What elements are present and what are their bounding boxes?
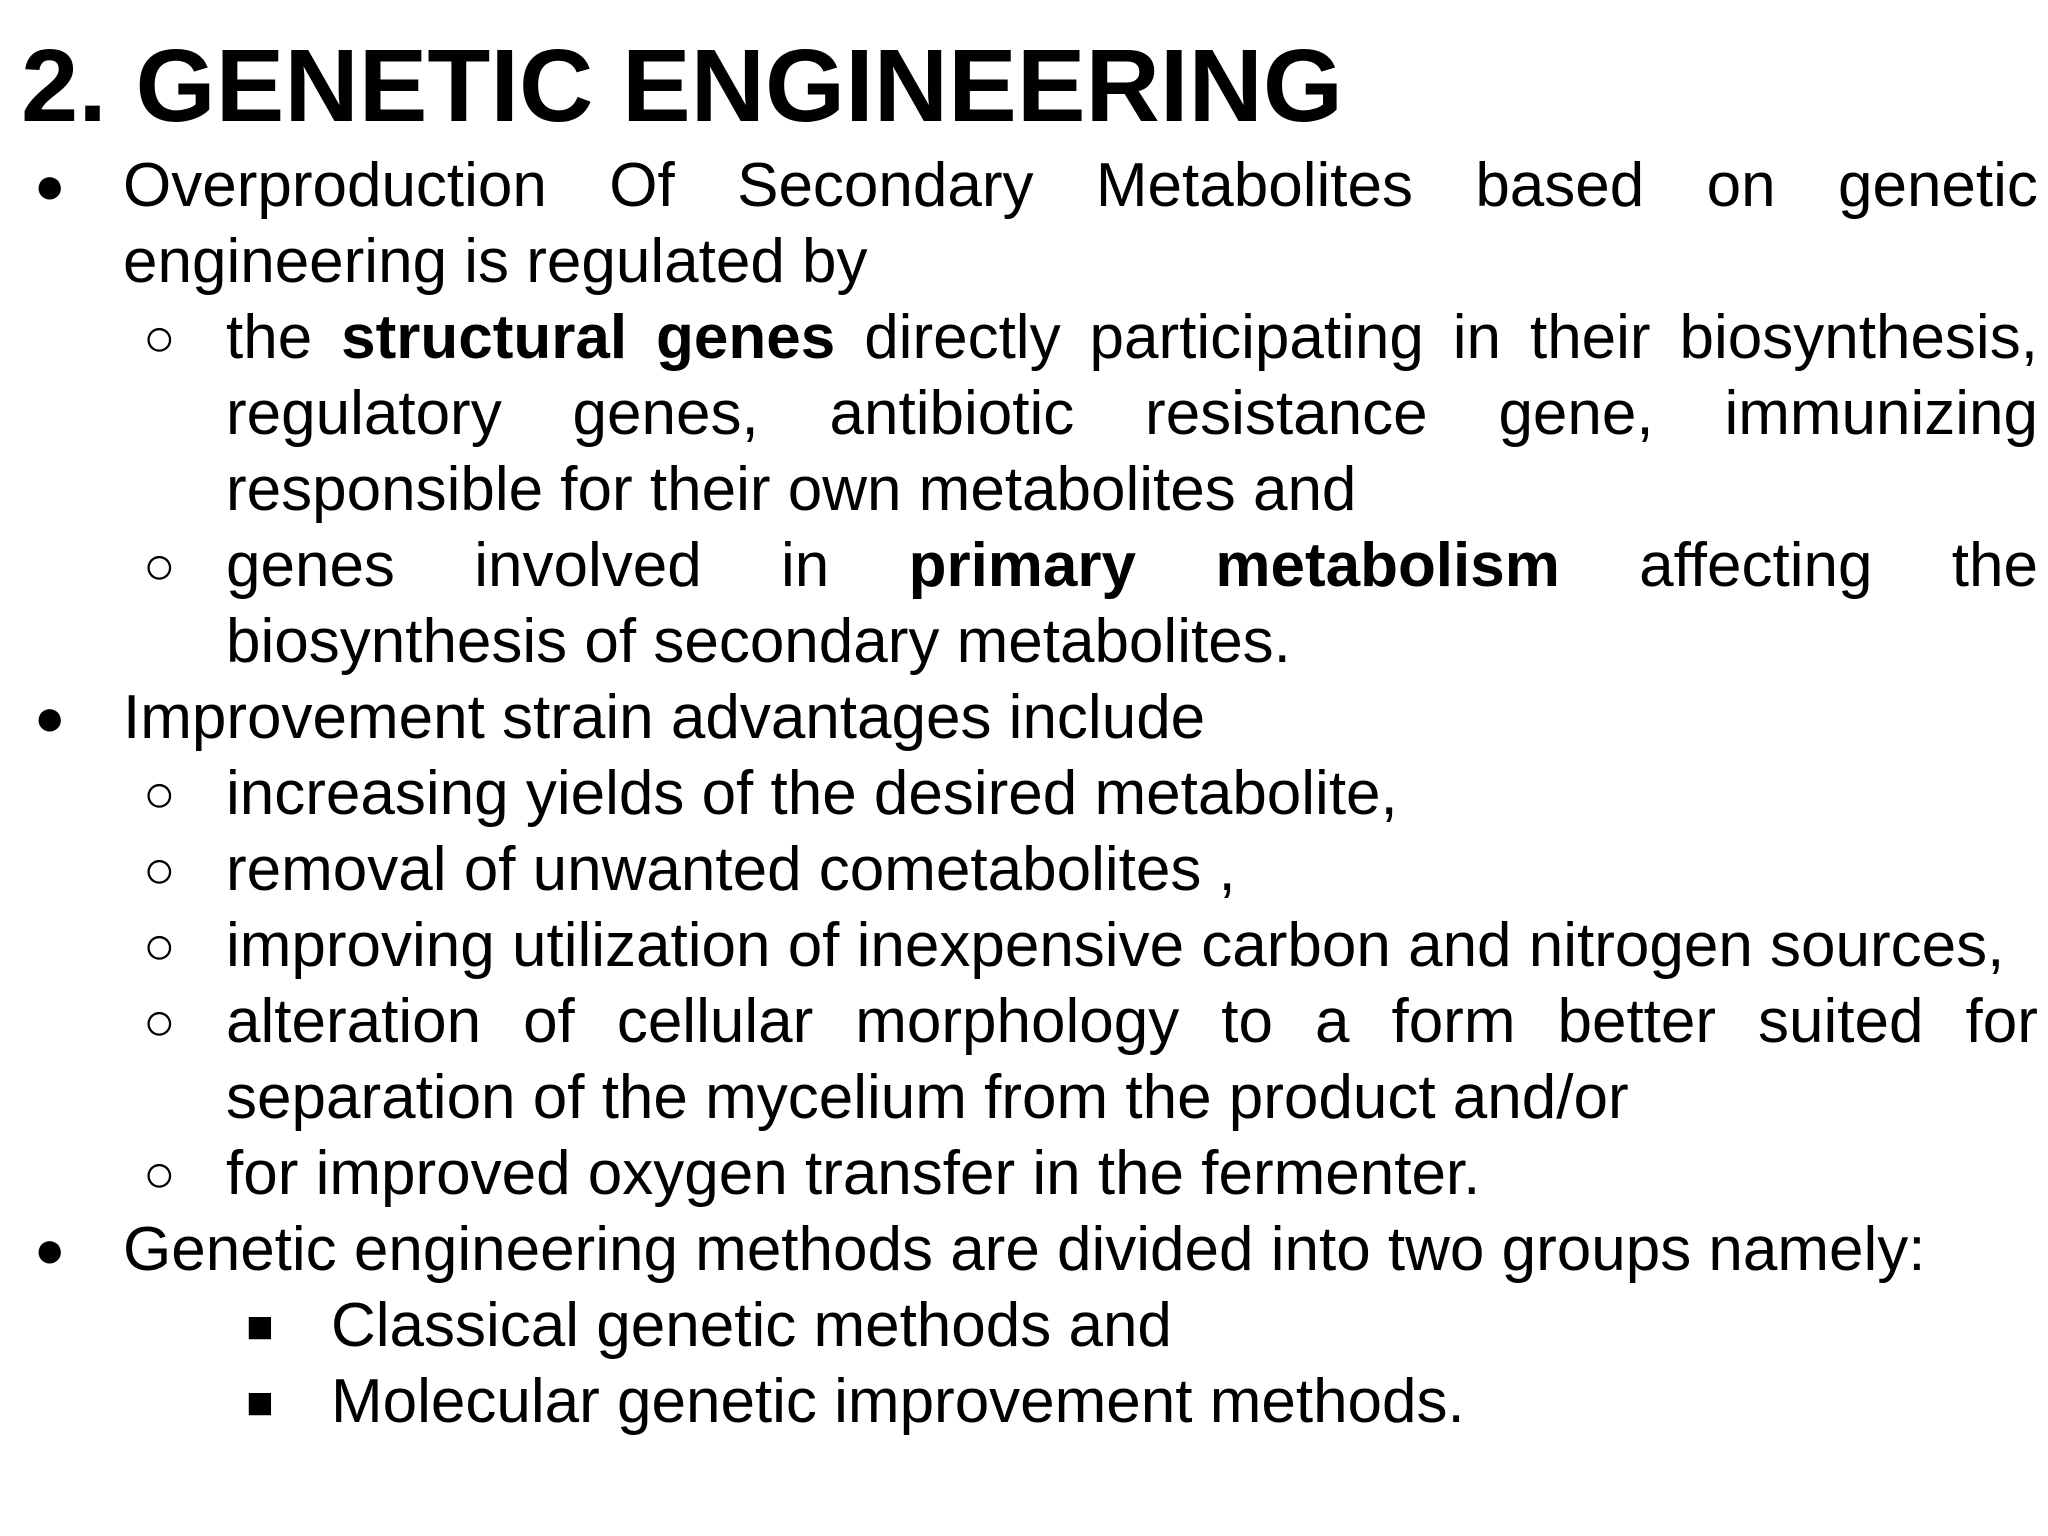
sub-1-line-1	[226, 300, 2038, 376]
word: resistance	[1145, 379, 1428, 448]
bullet-2-text: Improvement strain advantages include	[123, 683, 1206, 752]
circle-marker: ○	[143, 308, 176, 368]
circle-marker: ○	[143, 536, 176, 596]
sub-sub-item	[0, 1288, 2048, 1364]
bullet-item-3	[0, 1212, 2048, 1288]
word: their	[1529, 303, 1651, 372]
word: better	[1557, 987, 1717, 1056]
sub-item-primary-metabolism	[0, 528, 2048, 604]
word: alteration	[226, 987, 482, 1056]
sub-item-structural-genes	[0, 300, 2048, 376]
bullet-marker: ●	[34, 689, 66, 747]
bullet-marker: ●	[34, 157, 66, 215]
circle-marker: ○	[143, 1144, 176, 1204]
sub-item-text: increasing yields of the desired metabolite,	[226, 759, 1398, 828]
circle-marker: ○	[143, 992, 176, 1052]
bullet-item-1	[0, 148, 2048, 224]
bullet-marker: ●	[34, 1221, 66, 1279]
bullet-3-text: Genetic engineering methods are divided into two groups namely:	[123, 1215, 1926, 1284]
word: to	[1221, 987, 1273, 1056]
word: morphology	[855, 987, 1180, 1056]
word: suited	[1758, 987, 1924, 1056]
circle-marker: ○	[143, 916, 176, 976]
sub-item-text: improving utilization of inexpensive carbon and nitrogen sources,	[226, 911, 2005, 980]
bullet-1-line-2: engineering is regulated by	[123, 227, 868, 296]
sub-4-line-1	[226, 984, 2038, 1060]
sub-item-cellular-morphology	[0, 984, 2048, 1060]
sub-1-line-2	[226, 376, 2038, 452]
bullet-1-line-1	[123, 148, 2038, 224]
word: in	[1452, 303, 1502, 372]
word: genes,	[572, 379, 759, 448]
word: for	[1965, 987, 2038, 1056]
square-marker: ■	[246, 1376, 274, 1428]
circle-marker: ○	[143, 764, 176, 824]
bold-word: metabolism	[1215, 531, 1560, 600]
word: antibiotic	[829, 379, 1075, 448]
word: Overproduction	[123, 151, 547, 220]
word: involved	[474, 531, 702, 600]
bold-word: genes	[656, 303, 836, 372]
sub-item	[0, 1136, 2048, 1212]
word: on	[1706, 151, 1776, 220]
sub-sub-item-text: Classical genetic methods and	[331, 1291, 1172, 1360]
word: Of	[609, 151, 675, 220]
word: of	[523, 987, 575, 1056]
word: the	[1951, 531, 2038, 600]
word: biosynthesis,	[1679, 303, 2038, 372]
word: a	[1314, 987, 1350, 1056]
word: affecting	[1639, 531, 1873, 600]
sub-item	[0, 756, 2048, 832]
sub-4-line-2: separation of the mycelium from the product and/or	[226, 1063, 1629, 1132]
square-marker: ■	[246, 1300, 274, 1352]
word: participating	[1089, 303, 1424, 372]
word: Secondary	[737, 151, 1034, 220]
sub-2-line-1	[226, 528, 2038, 604]
sub-item	[0, 832, 2048, 908]
bold-word: structural	[341, 303, 628, 372]
bullet-item-1-continued	[0, 224, 2048, 300]
word: in	[781, 531, 830, 600]
word: genes	[226, 531, 395, 600]
sub-sub-item-text: Molecular genetic improvement methods.	[331, 1367, 1465, 1436]
sub-item-cellular-morphology-continued	[0, 1060, 2048, 1136]
word: cellular	[616, 987, 814, 1056]
word: directly	[864, 303, 1061, 372]
sub-item-primary-metabolism-continued	[0, 604, 2048, 680]
bullet-item-2	[0, 680, 2048, 756]
word: immunizing	[1724, 379, 2038, 448]
sub-item	[0, 908, 2048, 984]
sub-item-structural-genes-continued	[0, 376, 2048, 452]
word: Metabolites	[1095, 151, 1413, 220]
bold-word: primary	[908, 531, 1137, 600]
word: the	[226, 303, 313, 372]
word: based	[1475, 151, 1645, 220]
circle-marker: ○	[143, 840, 176, 900]
sub-sub-item	[0, 1364, 2048, 1440]
sub-2-line-2: biosynthesis of secondary metabolites.	[226, 607, 1291, 676]
sub-1-line-3: responsible for their own metabolites and	[226, 455, 1357, 524]
word: regulatory	[226, 379, 502, 448]
word: gene,	[1498, 379, 1654, 448]
word: form	[1391, 987, 1516, 1056]
sub-item-text: removal of unwanted cometabolites ,	[226, 835, 1236, 904]
sub-item-text: for improved oxygen transfer in the fermenter.	[226, 1139, 1481, 1208]
word: genetic	[1837, 151, 2038, 220]
slide-content	[0, 148, 2048, 1440]
slide-title: 2. GENETIC ENGINEERING	[21, 28, 1344, 143]
sub-item-structural-genes-continued	[0, 452, 2048, 528]
